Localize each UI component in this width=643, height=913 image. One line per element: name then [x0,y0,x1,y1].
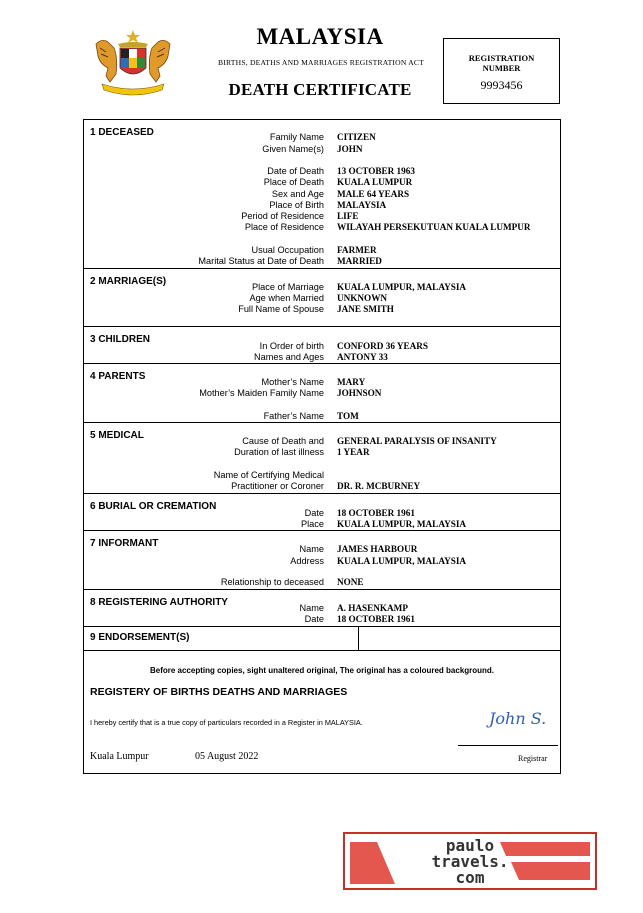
copy-notice: Before accepting copies, sight unaltered original, The original has a coloured background. [149,666,495,675]
field-value: JANE SMITH [337,304,394,314]
field-label: Sex and Age [271,189,324,199]
issue-place: Kuala Lumpur [90,751,149,762]
section-registering-authority [84,590,560,627]
field-label: Mother’s Name [261,377,324,387]
field-value: MARY [337,377,366,387]
section-marriage [84,269,560,327]
logo-text [345,838,595,886]
certificate-table [83,119,561,774]
section-children [84,327,560,364]
field-label: Marital Status at Date of Death [198,256,324,266]
field-value: JOHN [337,144,363,154]
field-label: Duration of last illness [234,447,324,457]
section-title: 2 MARRIAGE(S) [90,276,167,287]
field-label: Mother’s Maiden Family Name [199,388,324,398]
field-value: A. HASENKAMP [337,603,408,613]
field-value: LIFE [337,211,359,221]
field-label: Usual Occupation [251,245,324,255]
certification-text: I hereby certify that is a true copy of particulars recorded in a Register in MALAYSIA. [90,718,363,727]
field-label: Address [290,556,324,566]
field-label: Place of Residence [244,222,324,232]
coat-of-arms-icon [88,24,178,100]
field-label: In Order of birth [259,341,324,351]
field-value: GENERAL PARALYSIS OF INSANITY [337,436,497,446]
field-label: Date [304,508,324,518]
field-value: TOM [337,411,359,421]
field-label: Date [304,614,324,624]
field-label: Age when Married [249,293,324,303]
certificate-footer [84,651,560,773]
field-label: Name [299,603,324,613]
section-title: 8 REGISTERING AUTHORITY [90,597,228,608]
registrar-label: Registrar [518,754,548,763]
section-title: 1 DECEASED [90,127,154,138]
divider [358,627,359,651]
section-title: 9 ENDORSEMENT(S) [90,632,190,643]
section-title: 5 MEDICAL [90,430,144,441]
section-informant [84,531,560,590]
field-value: JAMES HARBOUR [337,544,418,554]
logo-line: com [455,868,485,887]
field-value: FARMER [337,245,377,255]
field-label: Names and Ages [254,352,324,362]
field-value: CITIZEN [337,132,376,142]
field-label: Relationship to deceased [220,577,324,587]
field-value: MALE 64 YEARS [337,189,410,199]
field-value: JOHNSON [337,388,382,398]
registration-box [443,38,560,104]
field-value: 18 OCTOBER 1961 [337,508,415,518]
field-value: ANTONY 33 [337,352,388,362]
registration-number: 9993456 [480,78,523,92]
field-value: CONFORD 36 YEARS [337,341,429,351]
field-label: Place of Birth [269,200,324,210]
registration-label: REGISTRATION NUMBER [468,53,535,73]
section-title: 4 PARENTS [90,371,146,382]
field-value: UNKNOWN [337,293,388,303]
section-title: 6 BURIAL OR CREMATION [90,501,217,512]
registry-heading: REGISTERY OF BIRTHS DEATHS AND MARRIAGES [90,686,348,698]
field-label: Period of Residence [241,211,324,221]
paulo-travels-logo [343,832,597,890]
section-burial [84,494,560,531]
field-label: Place of Death [263,177,324,187]
logo-line: travels. [431,852,509,871]
section-deceased [84,120,560,269]
field-value: 1 YEAR [337,447,370,457]
field-label: Full Name of Spouse [238,304,324,314]
field-label: Name of Certifying Medical [213,470,324,480]
document-title: DEATH CERTIFICATE [228,80,412,99]
field-label: Practitioner or Coroner [231,481,324,491]
logo-line: paulo [445,836,495,855]
section-title: 7 INFORMANT [90,538,159,549]
field-value: NONE [337,577,364,587]
field-label: Date of Death [267,166,324,176]
field-value: WILAYAH PERSEKUTUAN KUALA LUMPUR [337,222,531,232]
section-parents [84,364,560,423]
issue-date: 05 August 2022 [195,751,259,762]
field-label: Cause of Death and [242,436,324,446]
field-label: Place of Marriage [251,282,324,292]
section-medical [84,423,560,494]
field-value: MARRIED [337,256,382,266]
field-label: Family Name [269,132,324,142]
field-value: MALAYSIA [337,200,387,210]
signature-line [458,745,558,746]
field-value: DR. R. MCBURNEY [337,481,421,491]
field-label: Name [299,544,324,554]
section-title: 3 CHILDREN [90,334,151,345]
field-label: Father’s Name [263,411,324,421]
act-subtitle: BIRTHS, DEATHS AND MARRIAGES REGISTRATION ACT [218,58,424,67]
field-value: 18 OCTOBER 1961 [337,614,415,624]
field-value: KUALA LUMPUR, MALAYSIA [337,519,467,529]
field-value: KUALA LUMPUR, MALAYSIA [337,556,467,566]
field-label: Given Name(s) [262,144,324,154]
registrar-signature: John S. [489,709,547,728]
country-title: MALAYSIA [256,24,384,49]
field-label: Place [301,519,324,529]
field-value: KUALA LUMPUR, MALAYSIA [337,282,467,292]
field-value: 13 OCTOBER 1963 [337,166,415,176]
section-endorsements [84,627,560,651]
field-value: KUALA LUMPUR [337,177,413,187]
